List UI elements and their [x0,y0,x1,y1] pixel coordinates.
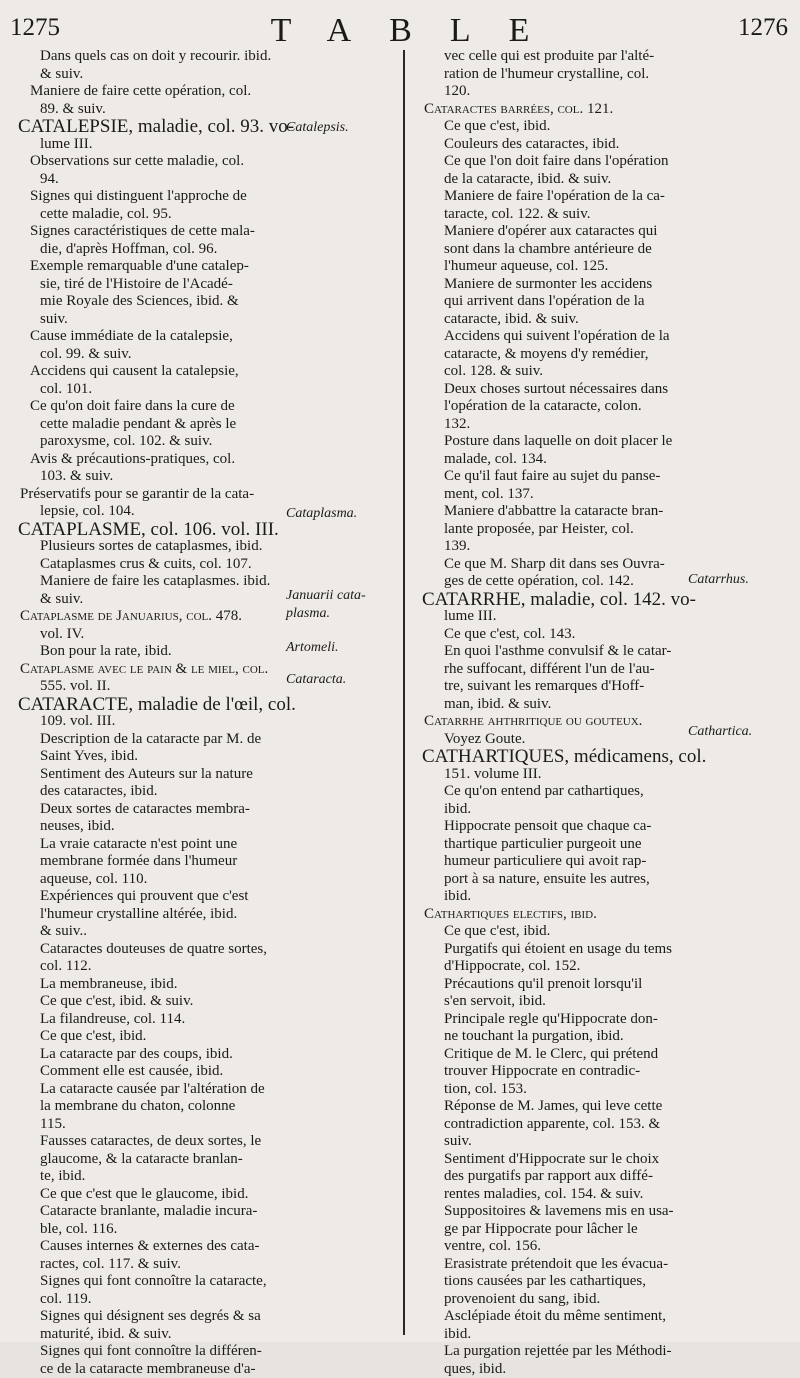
index-line: maturité, ibid. & suiv. [10,1326,390,1344]
index-line: Saint Yves, ibid. [10,748,390,766]
index-line: Expériences qui prouvent que c'est [10,888,390,906]
index-line: Bon pour la rate, ibid. [10,643,390,661]
index-line: Ce que c'est, ibid. [414,118,794,136]
index-line: Maniere d'abbattre la cataracte bran- [414,503,794,521]
index-line: Ce qu'il faut faire au sujet du panse- [414,468,794,486]
index-line: suiv. [10,311,390,329]
index-line: Erasistrate prétendoit que les évacua- [414,1256,794,1274]
index-line: 120. [414,83,794,101]
index-line: Ce que c'est, ibid. & suiv. [10,993,390,1011]
margin-note-catalepsis: Catalepsis. [286,120,349,136]
index-line: Cataplasme de Januarius, col. 478. [10,608,390,626]
index-line: col. 101. [10,381,390,399]
index-line: Ce que c'est, ibid. [414,923,794,941]
index-line: Couleurs des cataractes, ibid. [414,136,794,154]
index-line: Ce que l'on doit faire dans l'opération [414,153,794,171]
index-line: die, d'après Hoffman, col. 96. [10,241,390,259]
index-line: te, ibid. [10,1168,390,1186]
column-divider [403,50,405,1335]
index-line: rentes maladies, col. 154. & suiv. [414,1186,794,1204]
index-line: 115. [10,1116,390,1134]
index-line: Cataplasmes crus & cuits, col. 107. [10,556,390,574]
index-line: taracte, col. 122. & suiv. [414,206,794,224]
index-line: ques, ibid. [414,1361,794,1378]
index-line: paroxysme, col. 102. & suiv. [10,433,390,451]
index-line: Deux sortes de cataractes membra- [10,801,390,819]
index-line: CATARRHE, maladie, col. 142. vo- [414,591,794,609]
index-line: 132. [414,416,794,434]
index-line: vec celle qui est produite par l'alté- [414,48,794,66]
index-line: Ce que c'est que le glaucome, ibid. [10,1186,390,1204]
index-line: lante proposée, par Heister, col. [414,521,794,539]
index-line: col. 119. [10,1291,390,1309]
index-line: En quoi l'asthme convulsif & le catar- [414,643,794,661]
margin-note-cataplasma: Cataplasma. [286,506,357,522]
index-line: port à sa nature, ensuite les autres, [414,871,794,889]
index-line: ractes, col. 117. & suiv. [10,1256,390,1274]
index-line: contradiction apparente, col. 153. & [414,1116,794,1134]
index-line: ges de cette opération, col. 142. [414,573,794,591]
index-line: Accidens qui causent la catalepsie, [10,363,390,381]
index-line: cataracte, & moyens d'y remédier, [414,346,794,364]
index-line: membrane formée dans l'humeur [10,853,390,871]
index-line: 555. vol. II. [10,678,390,696]
index-line: neuses, ibid. [10,818,390,836]
index-line: Maniere de faire cette opération, col. [10,83,390,101]
index-line: Cause immédiate de la catalepsie, [10,328,390,346]
index-line: man, ibid. & suiv. [414,696,794,714]
index-line: col. 99. & suiv. [10,346,390,364]
index-line: Maniere d'opérer aux cataractes qui [414,223,794,241]
index-line: 103. & suiv. [10,468,390,486]
index-line: Cataracte branlante, maladie incura- [10,1203,390,1221]
index-line: Signes qui distinguent l'approche de [10,188,390,206]
index-line: ventre, col. 156. [414,1238,794,1256]
index-line: thartique particulier purgeoit une [414,836,794,854]
index-line: & suiv. [10,66,390,84]
index-line: CATARACTE, maladie de l'œil, col. [10,696,390,714]
margin-note-cathartica: Cathartica. [688,724,752,740]
index-line: l'humeur crystalline altérée, ibid. [10,906,390,924]
index-line: Réponse de M. James, qui leve cette [414,1098,794,1116]
index-line: Asclépiade étoit du même sentiment, [414,1308,794,1326]
index-line: Critique de M. le Clerc, qui prétend [414,1046,794,1064]
index-line: ble, col. 116. [10,1221,390,1239]
index-line: Plusieurs sortes de cataplasmes, ibid. [10,538,390,556]
index-line: qui arrivent dans l'opération de la [414,293,794,311]
index-line: sie, tiré de l'Histoire de l'Acadé- [10,276,390,294]
margin-note-januarii-1: Januarii cata- [286,588,366,604]
index-line: Signes qui désignent ses degrés & sa [10,1308,390,1326]
index-line: Sentiment d'Hippocrate sur le choix [414,1151,794,1169]
index-line: La membraneuse, ibid. [10,976,390,994]
index-line: suiv. [414,1133,794,1151]
index-line: Cathartiques electifs, ibid. [414,906,794,924]
index-line: Observations sur cette maladie, col. [10,153,390,171]
index-line: Purgatifs qui étoient en usage du tems [414,941,794,959]
index-line: des purgatifs par rapport aux diffé- [414,1168,794,1186]
margin-note-artomeli: Artomeli. [286,640,339,656]
index-line: ge par Hippocrate pour lâcher le [414,1221,794,1239]
index-line: 89. & suiv. [10,101,390,119]
index-line: & suiv. [10,591,390,609]
index-line: Cataplasme avec le pain & le miel, col. [10,661,390,679]
index-line: Maniere de faire l'opération de la ca- [414,188,794,206]
index-line: & suiv.. [10,923,390,941]
index-line: lume III. [414,608,794,626]
index-line: humeur particuliere qui avoit rap- [414,853,794,871]
index-line: Causes internes & externes des cata- [10,1238,390,1256]
index-line: Suppositoires & lavemens mis en usa- [414,1203,794,1221]
index-line: ment, col. 137. [414,486,794,504]
index-line: ibid. [414,888,794,906]
index-line: l'humeur aqueuse, col. 125. [414,258,794,276]
index-line: ne touchant la purgation, ibid. [414,1028,794,1046]
index-line: Ce que c'est, ibid. [10,1028,390,1046]
page-number-right: 1276 [738,14,788,42]
index-line: Catarrhe ahthritique ou goutеux. [414,713,794,731]
index-line: Accidens qui suivent l'opération de la [414,328,794,346]
index-line: s'en servoit, ibid. [414,993,794,1011]
index-line: Deux choses surtout nécessaires dans [414,381,794,399]
index-line: provenoient du sang, ibid. [414,1291,794,1309]
index-line: 94. [10,171,390,189]
index-line: Signes qui font connoître la cataracte, [10,1273,390,1291]
index-line: Signes qui font connoître la différen- [10,1343,390,1361]
index-line: col. 128. & suiv. [414,363,794,381]
index-line: La purgation rejettée par les Méthodi- [414,1343,794,1361]
index-line: glaucome, & la cataracte branlan- [10,1151,390,1169]
index-line: Comment elle est causée, ibid. [10,1063,390,1081]
index-line: de la cataracte, ibid. & suiv. [414,171,794,189]
index-line: d'Hippocrate, col. 152. [414,958,794,976]
index-line: lepsie, col. 104. [10,503,390,521]
index-line: 109. vol. III. [10,713,390,731]
index-line: Préservatifs pour se garantir de la cata- [10,486,390,504]
index-line: ibid. [414,801,794,819]
index-line: 139. [414,538,794,556]
index-line: CATHARTIQUES, médicamens, col. [414,748,794,766]
index-line: CATAPLASME, col. 106. vol. III. [10,521,390,539]
index-line: sont dans la chambre antérieure de [414,241,794,259]
index-line: Principale regle qu'Hippocrate don- [414,1011,794,1029]
index-line: Cataractes barrées, col. 121. [414,101,794,119]
index-line: malade, col. 134. [414,451,794,469]
index-line: Voyez Goute. [414,731,794,749]
index-line: ration de l'humeur crystalline, col. [414,66,794,84]
index-line: la membrane du chaton, colonne [10,1098,390,1116]
index-line: vol. IV. [10,626,390,644]
page-title: TABLE [0,12,800,50]
index-line: La cataracte par des coups, ibid. [10,1046,390,1064]
index-line: Sentiment des Auteurs sur la nature [10,766,390,784]
left-column [10,48,390,1378]
index-line: tion, col. 153. [414,1081,794,1099]
index-line: Cataractes douteuses de quatre sortes, [10,941,390,959]
index-line: ibid. [414,1326,794,1344]
index-line: Fausses cataractes, de deux sortes, le [10,1133,390,1151]
margin-note-catarrhus: Catarrhus. [688,572,749,588]
index-line: l'opération de la cataracte, colon. [414,398,794,416]
index-line: Posture dans laquelle on doit placer le [414,433,794,451]
margin-note-cataracta: Cataracta. [286,672,346,688]
index-line: La cataracte causée par l'altération de [10,1081,390,1099]
index-line: cette maladie pendant & après le [10,416,390,434]
index-line: Exemple remarquable d'une catalep- [10,258,390,276]
index-line: Signes caractéristiques de cette mala- [10,223,390,241]
index-line: 151. volume III. [414,766,794,784]
index-line: trouver Hippocrate en contradic- [414,1063,794,1081]
index-line: lume III. [10,136,390,154]
index-line: Ce qu'on doit faire dans la cure de [10,398,390,416]
index-line: Ce qu'on entend par cathartiques, [414,783,794,801]
index-line: tions causées par les cathartiques, [414,1273,794,1291]
index-line: Avis & précautions-pratiques, col. [10,451,390,469]
index-line: ce de la cataracte membraneuse d'a- [10,1361,390,1378]
index-line: CATALEPSIE, maladie, col. 93. vo- [10,118,390,136]
index-line: rhe suffocant, différent l'un de l'au- [414,661,794,679]
index-line: des cataractes, ibid. [10,783,390,801]
index-line: Description de la cataracte par M. de [10,731,390,749]
index-line: Maniere de surmonter les accidens [414,276,794,294]
margin-note-januarii-2: plasma. [286,606,330,622]
index-line: mie Royale des Sciences, ibid. & [10,293,390,311]
index-line: cataracte, ibid. & suiv. [414,311,794,329]
index-line: La filandreuse, col. 114. [10,1011,390,1029]
index-line: Dans quels cas on doit y recourir. ibid. [10,48,390,66]
index-line: Ce que c'est, col. 143. [414,626,794,644]
page-number-left: 1275 [10,14,60,42]
index-line: Maniere de faire les cataplasmes. ibid. [10,573,390,591]
index-line: aqueuse, col. 110. [10,871,390,889]
index-line: Ce que M. Sharp dit dans ses Ouvra- [414,556,794,574]
index-line: col. 112. [10,958,390,976]
index-line: cette maladie, col. 95. [10,206,390,224]
right-column [414,48,794,1378]
index-line: tre, suivant les remarques d'Hoff- [414,678,794,696]
index-line: Hippocrate pensoit que chaque ca- [414,818,794,836]
index-line: Précautions qu'il prenoit lorsqu'il [414,976,794,994]
index-line: La vraie cataracte n'est point une [10,836,390,854]
